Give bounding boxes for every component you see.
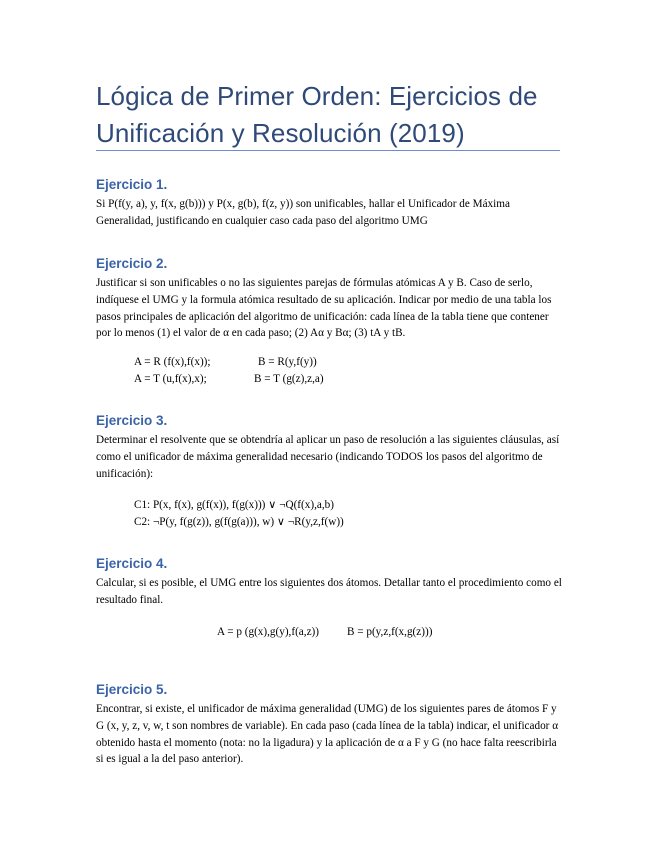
exercise-3-heading: Ejercicio 3. bbox=[96, 413, 168, 428]
title-divider bbox=[96, 150, 560, 151]
exercise-4-formula-b: B = p(y,z,f(x,g(z))) bbox=[347, 626, 433, 638]
exercise-2-formula-1b: B = R(y,f(y)) bbox=[258, 356, 317, 368]
exercise-4-text: Calcular, si es posible, el UMG entre los siguientes dos átomos. Detallar tanto el procedimiento como el resultado final. bbox=[96, 577, 562, 606]
exercise-3-text: Determinar el resolvente que se obtendría al aplicar un paso de resolución a las siguientes cláusulas, así como el unificador de máxima generalidad necesario (indicando TODOS los pasos del algoritmo de unificación): bbox=[96, 434, 560, 480]
exercise-2-text: Justificar si son unificables o no las siguientes parejas de fórmulas atómicas A y B. Caso de serlo, indíquese el UMG y la formula atómica resultado de su aplicación. Indicar por medio de una tabla los pasos principales de aplicación del algoritmo de unificación: cada línea de la tabla tiene que contener por lo menos (1) el valor de α en cada paso; (2) Aα y Bα; (3) tA y tB. bbox=[96, 277, 552, 340]
exercise-4-formula-a: A = p (g(x),g(y),f(a,z)) bbox=[217, 626, 319, 638]
exercise-2-formula-1a: A = R (f(x),f(x)); bbox=[134, 356, 211, 368]
exercise-2-formula-2a: A = T (u,f(x),x); bbox=[134, 373, 207, 385]
exercise-3-clause-2: C2: ¬P(y, f(g(z)), g(f(g(a))), w) ∨ ¬R(y,z,f(w)) bbox=[134, 516, 344, 528]
exercise-1-heading: Ejercicio 1. bbox=[96, 177, 168, 192]
exercise-2-heading: Ejercicio 2. bbox=[96, 256, 168, 271]
exercise-3-clause-1: C1: P(x, f(x), g(f(x)), f(g(x))) ∨ ¬Q(f(x),a,b) bbox=[134, 499, 334, 511]
exercise-2-formula-2b: B = T (g(z),z,a) bbox=[254, 373, 324, 385]
exercise-5-text: Encontrar, si existe, el unificador de máxima generalidad (UMG) de los siguientes pares de átomos F y G (x, y, z, v, w, t son nombres de variable). En cada paso (cada línea de la tabla) indicar, el unificador α obtenido hasta el momento (nota: no la ligadura) y la aplicación de α a F y G (no hace falta reescribirla si es igual a la del paso anterior). bbox=[96, 703, 559, 766]
page-title: Lógica de Primer Orden: Ejercicios de Unificación y Resolución (2019) bbox=[96, 81, 538, 148]
exercise-1-text: Si P(f(y, a), y, f(x, g(b))) y P(x, g(b), f(z, y)) son unificables, hallar el Unificador de Máxima Generalidad, justificando en cualquier caso cada paso del algoritmo UMG bbox=[96, 198, 510, 227]
exercise-4-heading: Ejercicio 4. bbox=[96, 556, 168, 571]
exercise-5-heading: Ejercicio 5. bbox=[96, 682, 168, 697]
